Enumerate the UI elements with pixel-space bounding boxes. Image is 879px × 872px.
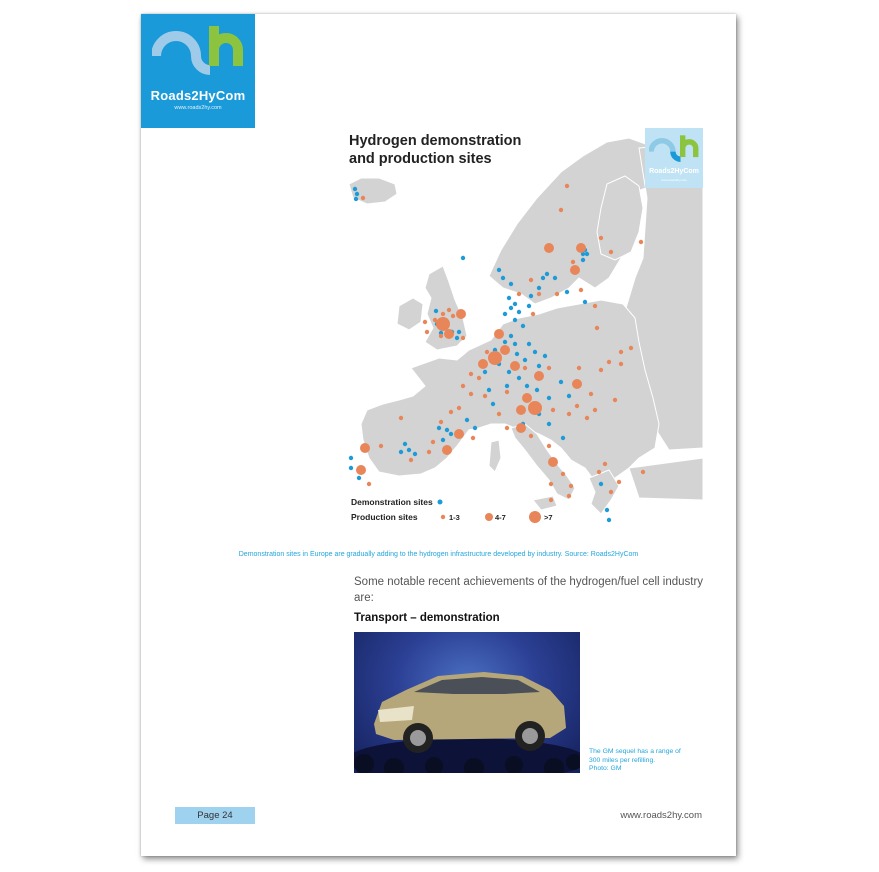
- gm-sequel-photo: [354, 632, 580, 773]
- document-page: [141, 14, 736, 856]
- small-logo-name: Roads2HyCom: [649, 168, 699, 175]
- photo-caption: [589, 748, 709, 774]
- legend-production-label: Production sites: [351, 512, 418, 522]
- photo-caption-line2: 300 miles per refilling.: [589, 756, 656, 764]
- map-caption: Demonstration sites in Europe are gradually adding to the hydrogen infrastructure developed by industry. Source: Roads2HyCom: [238, 551, 639, 558]
- footer-url: www.roads2hy.com: [620, 810, 702, 821]
- map-title: [349, 132, 521, 168]
- legend-size-small: 1-3: [449, 513, 460, 522]
- europe-map-figure: [339, 128, 703, 528]
- photo-caption-line1: The GM sequel has a range of: [589, 748, 681, 755]
- logo-name: Roads2HyCom: [150, 88, 246, 103]
- map-title-line1: Hydrogen demonstration: [349, 133, 522, 149]
- small-roads2hycom-logo: [645, 128, 703, 188]
- small-logo-url: www.roads2hy.com: [661, 178, 687, 182]
- roads2hycom-logo: [141, 14, 255, 128]
- section-heading: Transport – demonstration: [354, 612, 500, 624]
- legend-size-medium: 4-7: [495, 513, 506, 522]
- map-title-line2: and production sites: [349, 151, 492, 167]
- car-photo-illustration: [354, 632, 580, 773]
- land-masses: [349, 138, 703, 514]
- logo-mark-icon: [152, 20, 244, 86]
- legend-large-dot: [529, 511, 541, 523]
- logo-url: www.roads2hy.com: [174, 105, 222, 111]
- legend-demonstration-label: Demonstration sites: [351, 497, 433, 507]
- legend-small-dot: [441, 515, 445, 519]
- photo-caption-line3: Photo: GM: [589, 765, 622, 772]
- small-logo-mark-icon: [649, 132, 699, 168]
- europe-map: [339, 128, 703, 528]
- intro-paragraph: Some notable recent achievements of the hydrogen/fuel cell industry are:: [354, 576, 704, 604]
- legend-medium-dot: [485, 513, 493, 521]
- legend-size-large: >7: [544, 513, 553, 522]
- page-number-label: Page 24: [175, 807, 255, 824]
- legend-demonstration-dot: [438, 500, 443, 505]
